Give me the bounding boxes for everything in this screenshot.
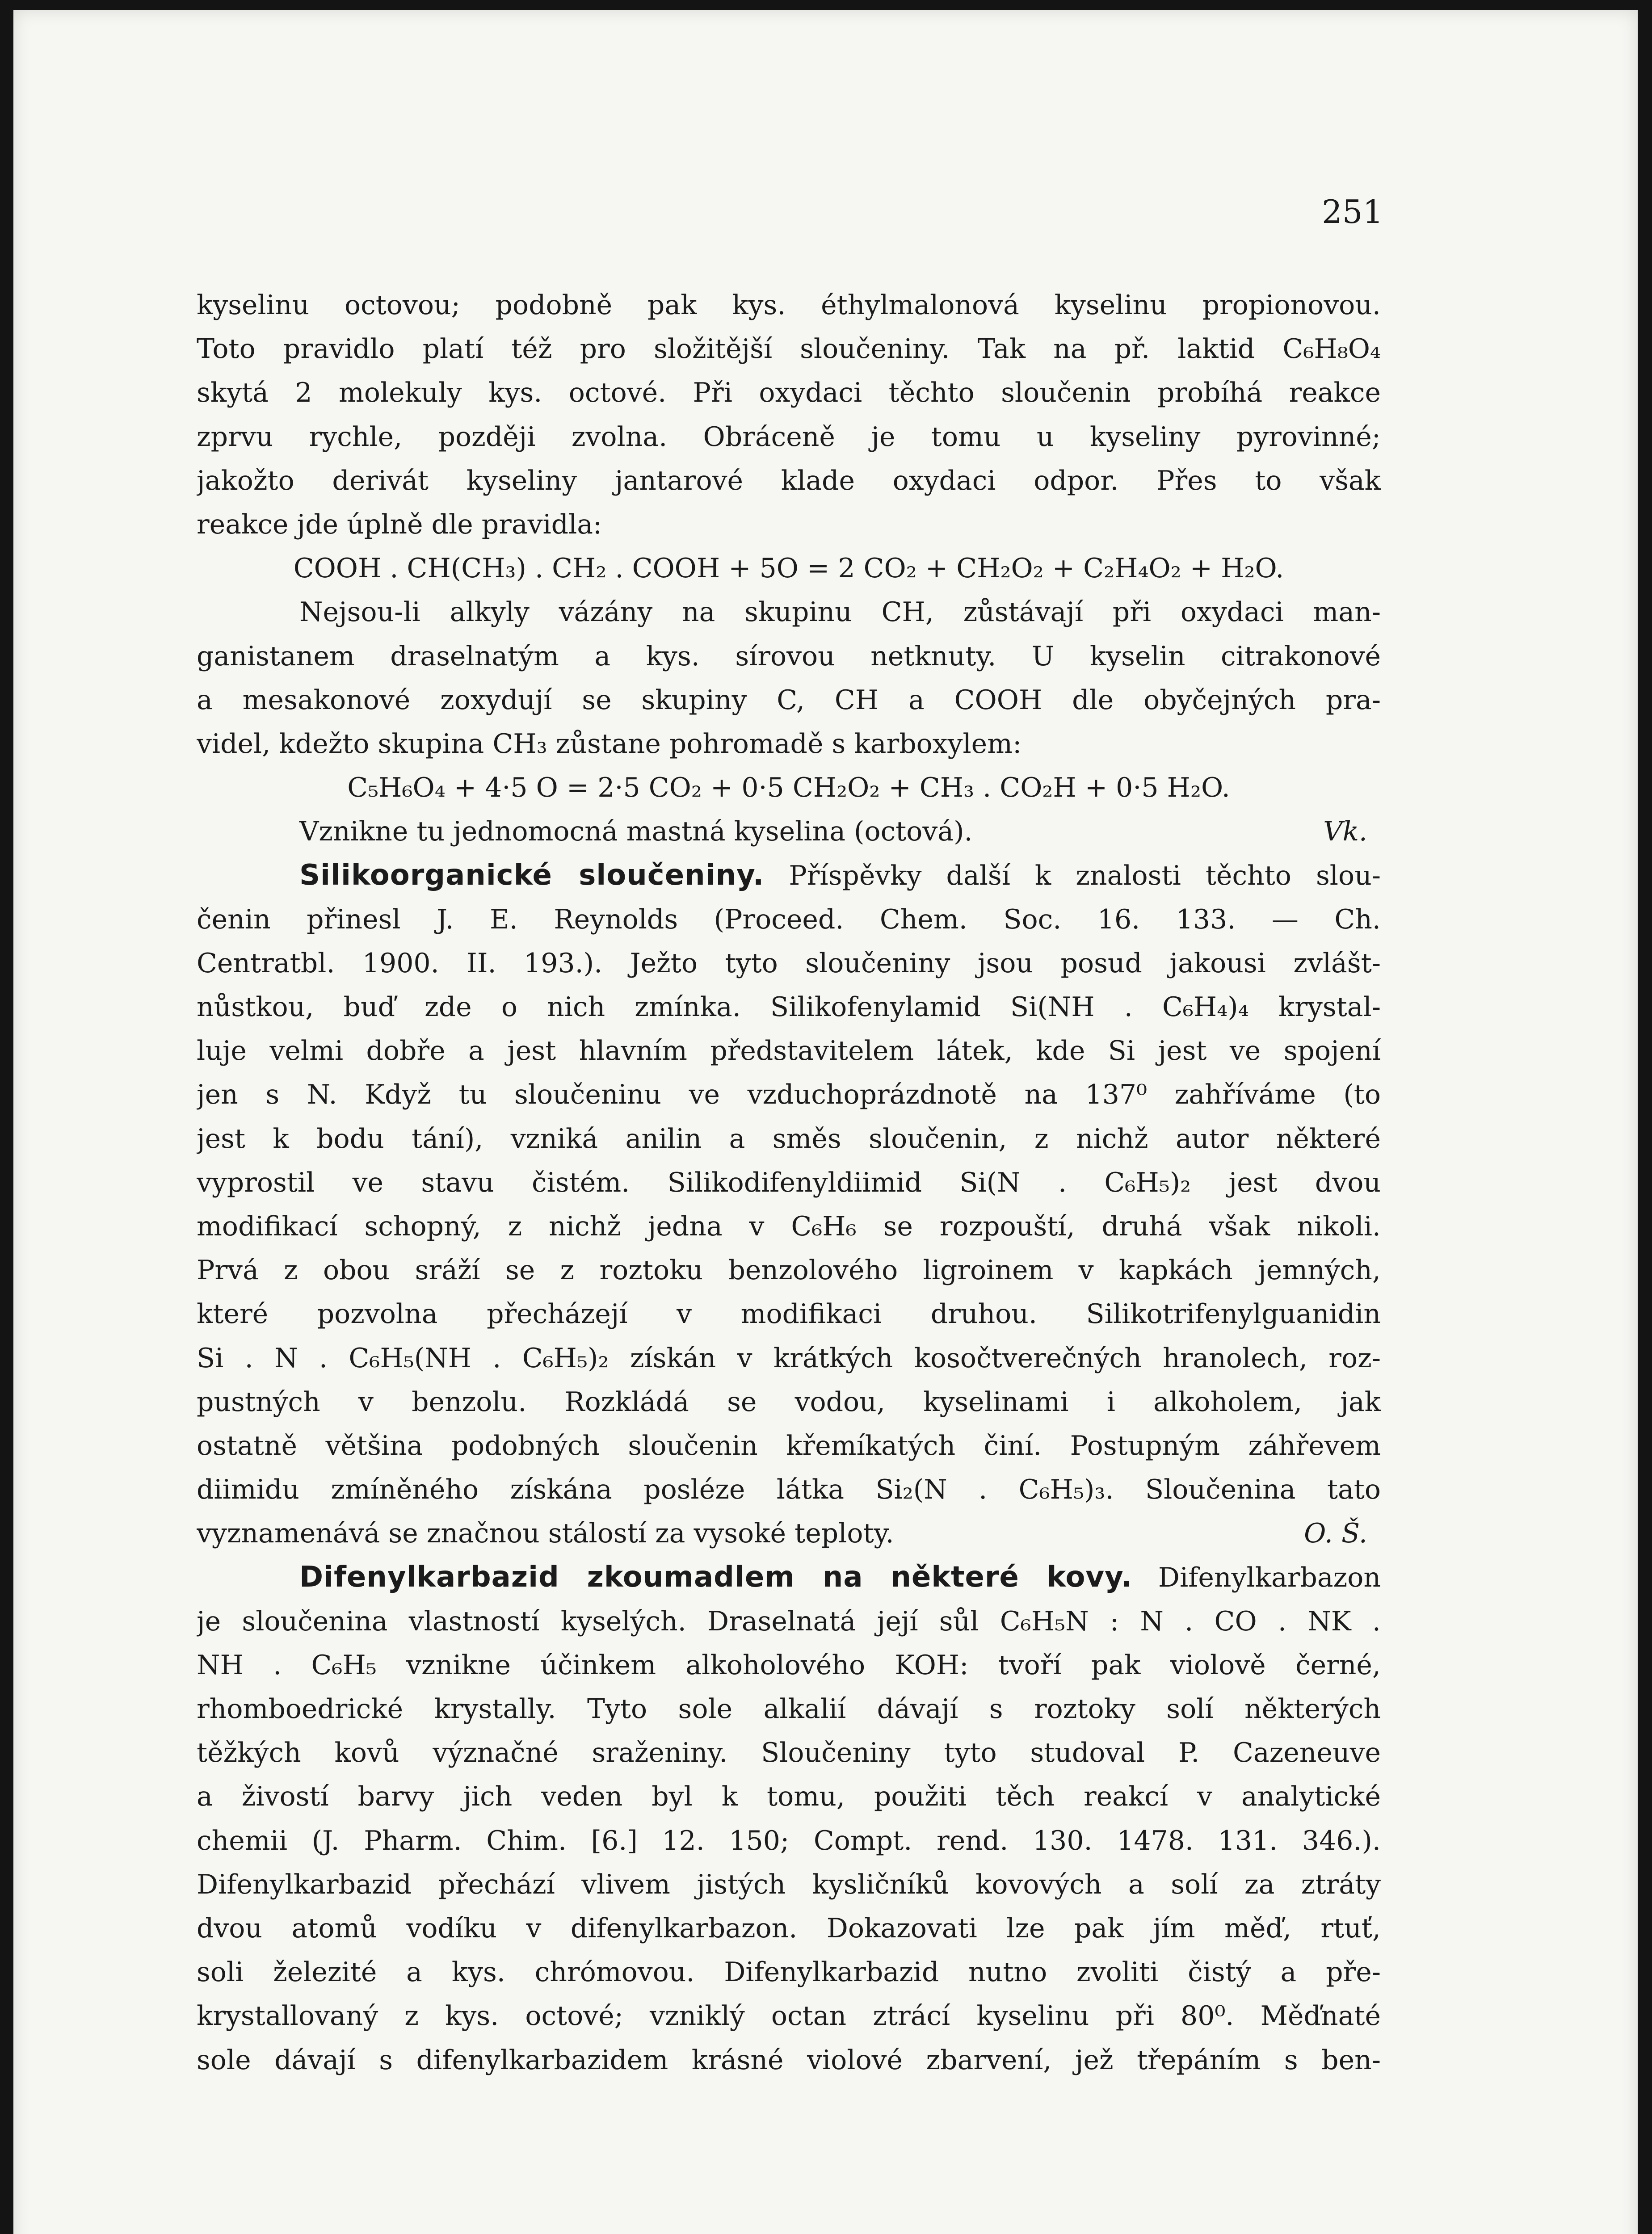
text-line: čenin přinesl J. E. Reynolds (Proceed. Chem. Soc. 16. 133. — Ch. xyxy=(197,903,1381,935)
signed-line xyxy=(197,810,1381,853)
article-text xyxy=(197,283,1381,2082)
text-line: a mesakonové zoxydují se skupiny C, CH a COOH dle obyčejných pra- xyxy=(197,684,1381,716)
text-line: zprvu rychle, později zvolna. Obráceně je tomu u kyseliny pyrovinné; xyxy=(197,421,1381,453)
text-line: diimidu zmíněného získána posléze látka Si₂(N . C₆H₅)₃. Sloučenina tato xyxy=(197,1474,1381,1506)
page-number: 251 xyxy=(1322,193,1383,231)
text-line: a živostí barvy jich veden byl k tomu, použiti těch reakcí v analytické xyxy=(197,1781,1381,1813)
section-heading-difenylkarbazid: Difenylkarbazid zkoumadlem na některé kovy. Difenylkarbazon xyxy=(299,1561,1381,1594)
text-line: kyselinu octovou; podobně pak kys. éthylmalonová kyselinu propionovou. xyxy=(197,290,1381,321)
text-line: Toto pravidlo platí též pro složitější sloučeniny. Tak na př. laktid C₆H₈O₄ xyxy=(197,333,1381,365)
section-heading-title: Silikoorganické sloučeniny. xyxy=(299,859,765,892)
text-line: Nejsou-li alkyly vázány na skupinu CH, zůstávají při oxydaci man- xyxy=(299,596,1381,628)
text-line: dvou atomů vodíku v difenylkarbazon. Dokazovati lze pak jím měď, rtuť, xyxy=(197,1912,1381,1944)
text-line: Vznikne tu jednomocná mastná kyselina (octová). xyxy=(299,816,973,848)
text-line: které pozvolna přecházejí v modifikaci druhou. Silikotrifenylguanidin xyxy=(197,1298,1381,1330)
equation-1: COOH . CH(CH₃) . CH₂ . COOH + 5O = 2 CO₂ + CH₂O₂ + C₂H₄O₂ + H₂O. xyxy=(293,553,1284,584)
text-line: Centratbl. 1900. II. 193.). Ježto tyto sloučeniny jsou posud jakousi zvlášt- xyxy=(197,947,1381,979)
signed-line xyxy=(197,1512,1381,1555)
text-line: soli železité a kys. chrómovou. Difenylkarbazid nutno zvoliti čistý a pře- xyxy=(197,1957,1381,1988)
text-line: Si . N . C₆H₅(NH . C₆H₅)₂ získán v krátkých kosočtverečných hranolech, roz- xyxy=(197,1342,1381,1374)
text-line: modifikací schopný, z nichž jedna v C₆H₆ se rozpouští, druhá však nikoli. xyxy=(197,1210,1381,1242)
text-line: rhomboedrické krystally. Tyto sole alkalií dávají s roztoky solí některých xyxy=(197,1693,1381,1725)
author-signature: O. Š. xyxy=(1304,1518,1367,1550)
text-line: je sloučenina vlastností kyselých. Draselnatá její sůl C₆H₅N : N . CO . NK . xyxy=(197,1605,1381,1637)
text-line: jakožto derivát kyseliny jantarové klade oxydaci odpor. Přes to však xyxy=(197,465,1381,496)
page-sheet xyxy=(13,10,1638,2234)
text-line: reakce jde úplně dle pravidla: xyxy=(197,508,602,540)
text-line: ostatně většina podobných sloučenin křemíkatých činí. Postupným záhřevem xyxy=(197,1430,1381,1461)
text-line: nůstkou, buď zde o nich zmínka. Silikofenylamid Si(NH . C₆H₄)₄ krystal- xyxy=(197,991,1381,1023)
section-heading-silikoorganicke: Silikoorganické sloučeniny. Příspěvky další k znalosti těchto slou- xyxy=(299,859,1381,892)
equation-2: C₅H₆O₄ + 4·5 O = 2·5 CO₂ + 0·5 CH₂O₂ + CH₃ . CO₂H + 0·5 H₂O. xyxy=(347,772,1230,804)
text-line: Prvá z obou sráží se z roztoku benzolového ligroinem v kapkách jemných, xyxy=(197,1255,1381,1286)
section-heading-title: Difenylkarbazid zkoumadlem na některé kovy. xyxy=(299,1561,1133,1594)
text-line: NH . C₆H₅ vznikne účinkem alkoholového KOH: tvoří pak violově černé, xyxy=(197,1649,1381,1681)
text-line: sole dávají s difenylkarbazidem krásné violové zbarvení, jež třepáním s ben- xyxy=(197,2044,1381,2076)
text-line: videl, kdežto skupina CH₃ zůstane pohromadě s karboxylem: xyxy=(197,728,1022,760)
text-line: jest k bodu tání), vzniká anilin a směs sloučenin, z nichž autor některé xyxy=(197,1123,1381,1155)
text-line: těžkých kovů význačné sraženiny. Sloučeniny tyto studoval P. Cazeneuve xyxy=(197,1737,1381,1769)
text-line: luje velmi dobře a jest hlavním představitelem látek, kde Si jest ve spojení xyxy=(197,1035,1381,1067)
text-line: Difenylkarbazid přechází vlivem jistých kysličníků kovových a solí za ztráty xyxy=(197,1869,1381,1900)
text-line: krystallovaný z kys. octové; vzniklý octan ztrácí kyselinu při 80⁰. Měďnaté xyxy=(197,2000,1381,2032)
author-signature: Vk. xyxy=(1323,816,1367,848)
text-line: vyprostil ve stavu čistém. Silikodifenyldiimid Si(N . C₆H₅)₂ jest dvou xyxy=(197,1167,1381,1198)
text-line: ganistanem draselnatým a kys. sírovou netknuty. U kyselin citrakonové xyxy=(197,640,1381,672)
text-line: jen s N. Když tu sloučeninu ve vzduchoprázdnotě na 137⁰ zahříváme (to xyxy=(197,1079,1381,1111)
text-line: pustných v benzolu. Rozkládá se vodou, kyselinami i alkoholem, jak xyxy=(197,1386,1381,1418)
text-line: skytá 2 molekuly kys. octové. Při oxydaci těchto sloučenin probíhá reakce xyxy=(197,377,1381,409)
text-line: chemii (J. Pharm. Chim. [6.] 12. 150; Compt. rend. 130. 1478. 131. 346.). xyxy=(197,1825,1381,1856)
text-line: vyznamenává se značnou stálostí za vysoké teploty. xyxy=(197,1518,894,1550)
